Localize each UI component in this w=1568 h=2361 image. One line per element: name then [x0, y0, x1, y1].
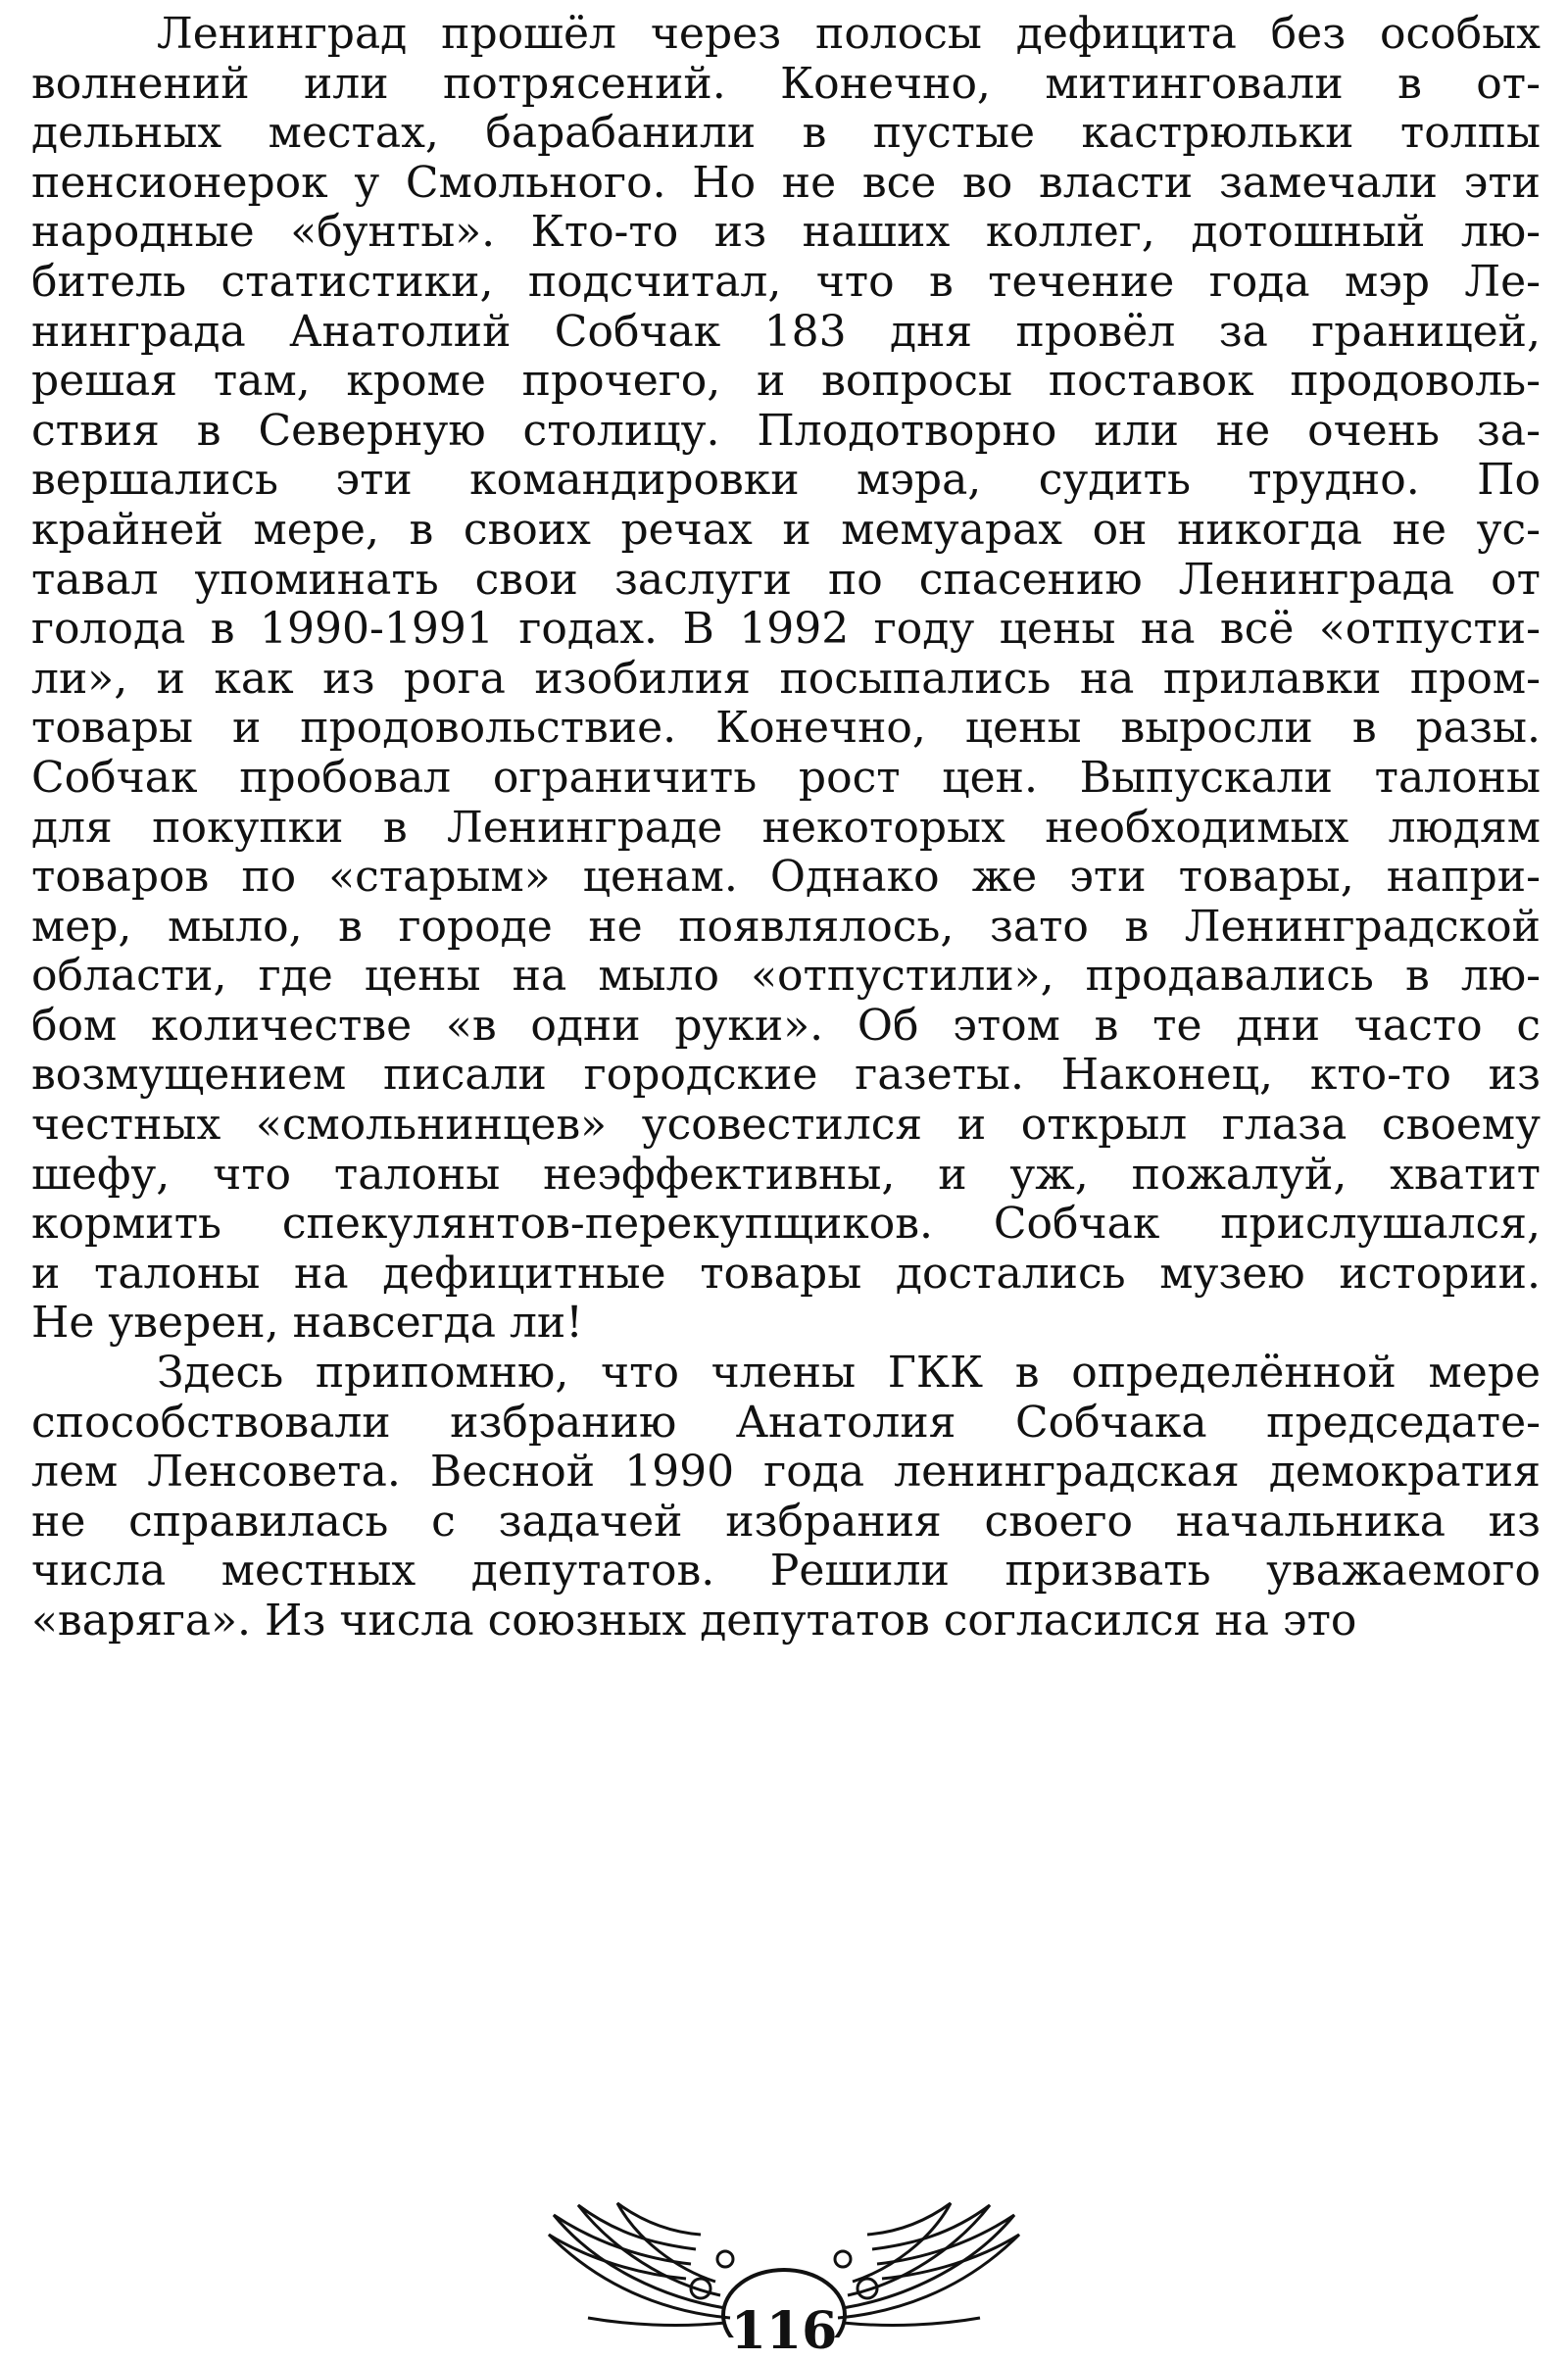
- text-line: мер, мыло, в городе не появлялось, зато в Ленинградской: [31, 901, 1541, 952]
- text-line: пенсионерок у Смольного. Но не все во власти замечали эти: [31, 157, 1541, 208]
- text-line: области, где цены на мыло «отпустили», продавались в лю-: [31, 951, 1541, 1002]
- page-footer: [0, 2088, 1568, 2361]
- text-line: для покупки в Ленинграде некоторых необходимых людям: [31, 802, 1541, 853]
- text-line: вершались эти командировки мэра, судить трудно. По: [31, 455, 1541, 506]
- text-line: дельных местах, барабанили в пустые кастрюльки толпы: [31, 108, 1541, 159]
- paragraph-1: [31, 10, 1541, 1349]
- text-line: честных «смольнинцев» усовестился и открыл глаза своему: [31, 1100, 1541, 1151]
- text-line: «варяга». Из числа союзных депутатов согласился на это: [31, 1596, 1357, 1646]
- winged-ornament-icon: [0, 2088, 1568, 2337]
- text-line: народные «бунты». Кто-то из наших коллег, дотошный лю-: [31, 207, 1541, 258]
- text-line: нинграда Анатолий Собчак 183 дня провёл за границей,: [31, 306, 1541, 357]
- paragraph-2: [31, 1349, 1541, 1647]
- text-line: Ленинград прошёл через полосы дефицита без особых: [157, 9, 1541, 59]
- text-line: лем Ленсовета. Весной 1990 года ленинградская демократия: [31, 1447, 1541, 1498]
- text-line: Собчак пробовал ограничить рост цен. Выпускали талоны: [31, 752, 1541, 803]
- text-line: способствовали избранию Анатолия Собчака председате-: [31, 1397, 1541, 1448]
- text-line: товаров по «старым» ценам. Однако же эти товары, напри-: [31, 852, 1541, 903]
- text-line: бом количестве «в одни руки». Об этом в те дни часто с: [31, 1000, 1541, 1051]
- page-number: 116: [730, 2301, 838, 2361]
- text-line: ли», и как из рога изобилия посыпались на прилавки пром-: [31, 653, 1541, 704]
- page-body: [31, 10, 1541, 1647]
- text-line: тавал упоминать свои заслуги по спасению Ленинграда от: [31, 554, 1541, 605]
- text-line: не справилась с задачей избрания своего начальника из: [31, 1496, 1541, 1547]
- text-line: ствия в Северную столицу. Плодотворно или не очень за-: [31, 405, 1541, 456]
- text-line: голода в 1990-1991 годах. В 1992 году цены на всё «отпусти-: [31, 604, 1541, 655]
- text-line: товары и продовольствие. Конечно, цены выросли в разы.: [31, 703, 1541, 754]
- text-line: кормить спекулянтов-перекупщиков. Собчак прислушался,: [31, 1199, 1541, 1250]
- text-line: шефу, что талоны неэффективны, и уж, пожалуй, хватит: [31, 1149, 1541, 1200]
- text-line: числа местных депутатов. Решили призвать уважаемого: [31, 1546, 1541, 1597]
- text-line: Не уверен, навсегда ли!: [31, 1298, 583, 1349]
- text-line: и талоны на дефицитные товары достались музею истории.: [31, 1248, 1541, 1299]
- text-line: волнений или потрясений. Конечно, митинговали в от-: [31, 58, 1541, 109]
- text-line: Здесь припомню, что члены ГКК в определённой мере: [157, 1348, 1541, 1399]
- text-line: возмущением писали городские газеты. Наконец, кто-то из: [31, 1050, 1541, 1101]
- text-line: крайней мере, в своих речах и мемуарах он никогда не ус-: [31, 504, 1541, 555]
- text-line: решая там, кроме прочего, и вопросы поставок продоволь-: [31, 356, 1541, 407]
- text-line: битель статистики, подсчитал, что в течение года мэр Ле-: [31, 256, 1541, 307]
